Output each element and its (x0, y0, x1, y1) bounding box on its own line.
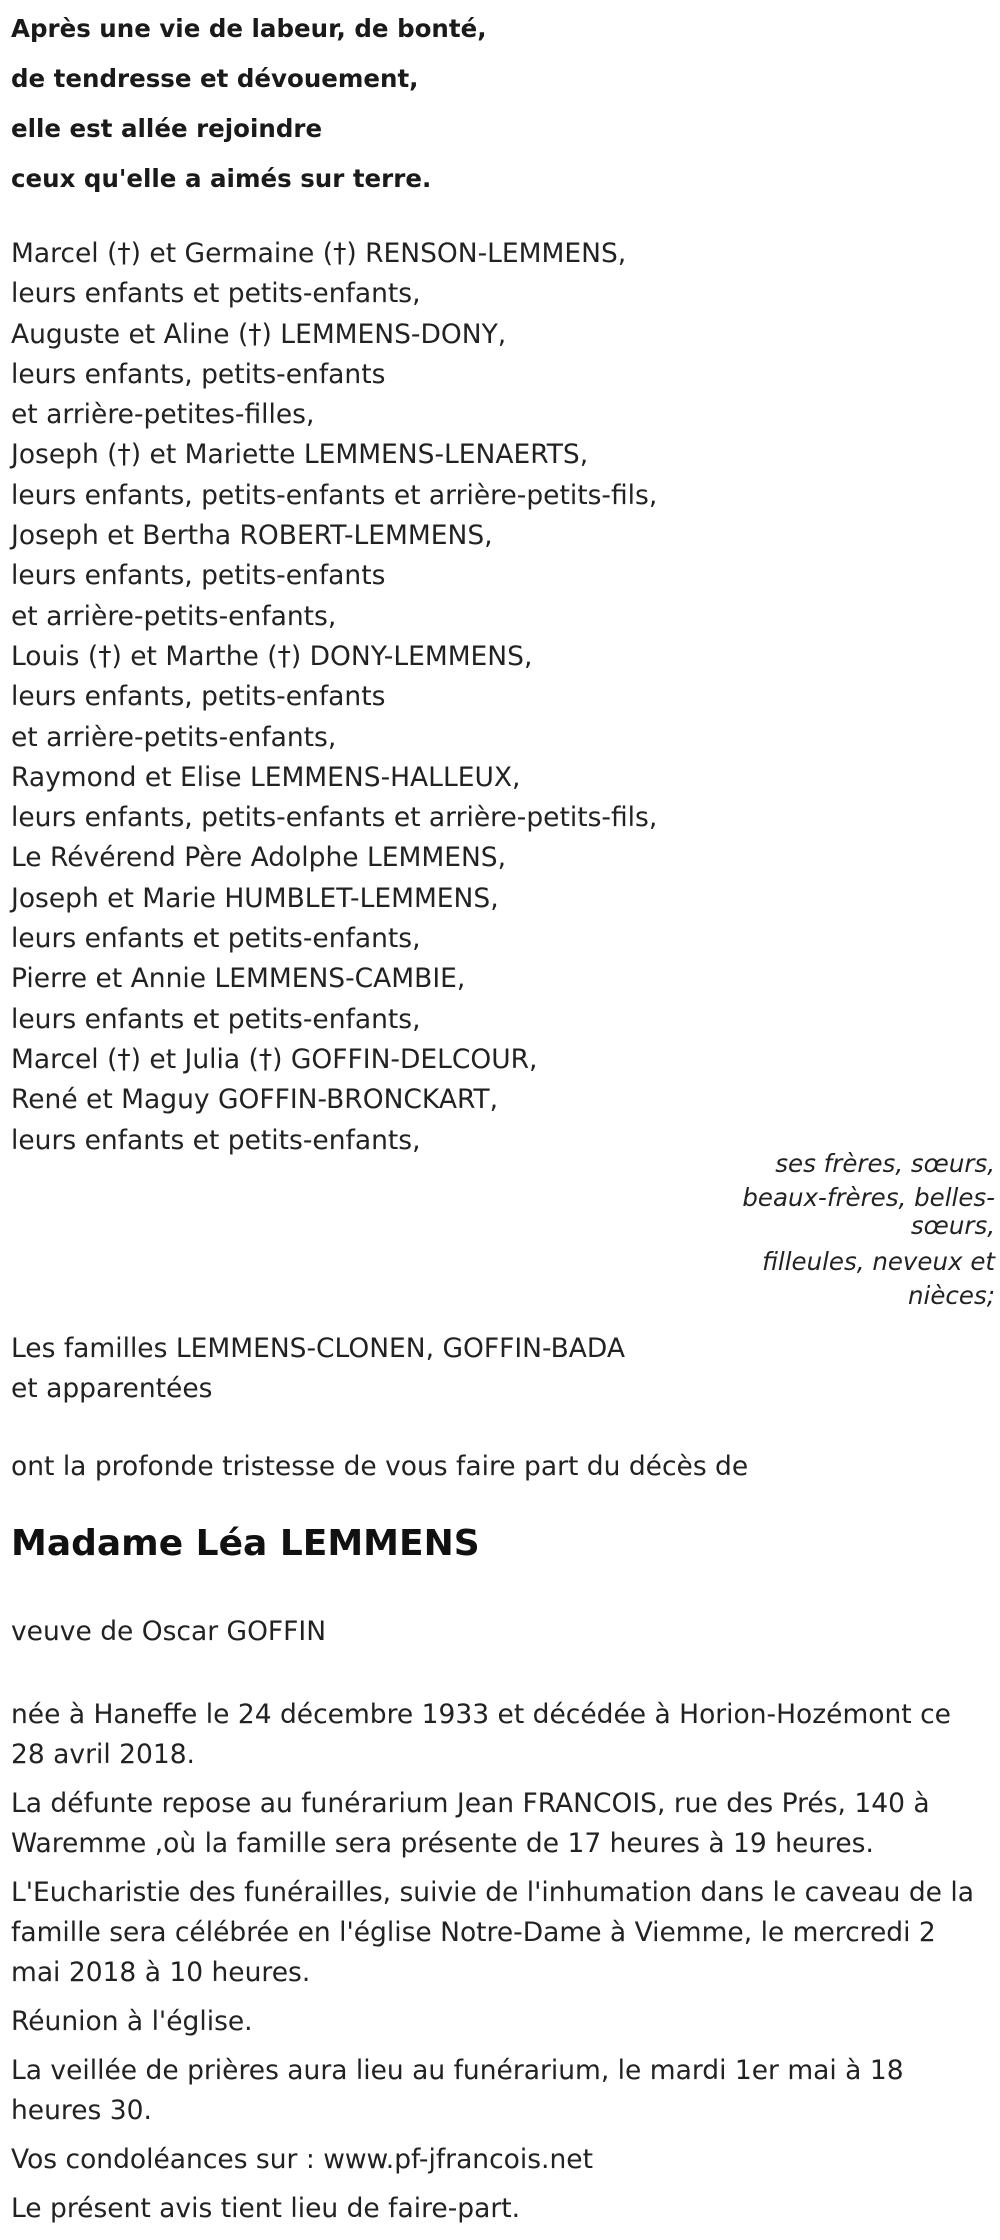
family-line: Joseph (†) et Mariette LEMMENS-LENAERTS, (11, 439, 589, 471)
family-line: Louis (†) et Marthe (†) DONY-LEMMENS, (11, 640, 533, 672)
relations-line: beaux-frères, belles- (742, 1183, 995, 1212)
family-line: leurs enfants, petits-enfants (11, 681, 386, 713)
detail-paragraph: Vos condoléances sur : www.pf-jfrancois.net (11, 2144, 593, 2175)
family-line: et arrière-petits-enfants, (11, 721, 337, 753)
family-line: et arrière-petites-filles, (11, 399, 315, 431)
poem-line: ceux qu'elle a aimés sur terre. (11, 164, 432, 193)
detail-paragraph: Réunion à l'église. (11, 2006, 253, 2037)
relations-line: sœurs, (910, 1211, 995, 1240)
family-line: leurs enfants, petits-enfants et arrière-petits-fils, (11, 802, 658, 834)
family-line: leurs enfants, petits-enfants (11, 358, 386, 390)
family-line: Marcel (†) et Julia (†) GOFFIN-DELCOUR, (11, 1043, 538, 1075)
relations-line: nièces; (908, 1281, 995, 1310)
family-line: leurs enfants et petits-enfants, (11, 923, 421, 955)
deceased-name: Madame Léa LEMMENS (11, 1523, 480, 1564)
families-line: Les familles LEMMENS-CLONEN, GOFFIN-BADA (11, 1333, 625, 1364)
family-line: Pierre et Annie LEMMENS-CAMBIE, (11, 963, 466, 995)
detail-paragraph: Le présent avis tient lieu de faire-part. (11, 2193, 521, 2224)
relations-line: ses frères, sœurs, (775, 1149, 995, 1178)
family-line: René et Maguy GOFFIN-BRONCKART, (11, 1084, 499, 1116)
detail-paragraph: La défunte repose au funérarium Jean FRANCOIS, rue des Prés, 140 à Waremme ,où la famille sera présente de 17 heures à 19 heures. (11, 1788, 930, 1859)
poem-line: elle est allée rejoindre (11, 114, 323, 143)
relations-line: filleules, neveux et (762, 1247, 995, 1276)
family-line: leurs enfants et petits-enfants, (11, 1124, 421, 1156)
detail-paragraph: née à Haneffe le 24 décembre 1933 et décédée à Horion-Hozémont ce 28 avril 2018. (11, 1699, 951, 1770)
related-families (11, 1329, 625, 1409)
families-line: et apparentées (11, 1373, 213, 1404)
poem-line: de tendresse et dévouement, (11, 64, 419, 93)
family-line: Raymond et Elise LEMMENS-HALLEUX, (11, 761, 521, 793)
family-line: Joseph et Marie HUMBLET-LEMMENS, (11, 882, 499, 914)
poem-line: Après une vie de labeur, de bonté, (11, 14, 487, 43)
funeral-details (11, 1695, 986, 2238)
family-line: leurs enfants et petits-enfants, (11, 1003, 421, 1035)
family-line: Marcel (†) et Germaine (†) RENSON-LEMMENS, (11, 238, 627, 269)
family-members-list (11, 234, 657, 1161)
family-line: Le Révérend Père Adolphe LEMMENS, (11, 842, 507, 874)
relations-summary (725, 1144, 995, 1316)
family-line: Auguste et Aline (†) LEMMENS-DONY, (11, 318, 507, 350)
widow-of-text: veuve de Oscar GOFFIN (11, 1616, 327, 1647)
family-line: leurs enfants et petits-enfants, (11, 278, 421, 310)
family-line: leurs enfants, petits-enfants et arrière-petits-fils, (11, 479, 658, 511)
opening-poem (11, 4, 487, 204)
family-line: Joseph et Bertha ROBERT-LEMMENS, (11, 520, 493, 552)
family-line: leurs enfants, petits-enfants (11, 560, 386, 592)
detail-paragraph: La veillée de prières aura lieu au funérarium, le mardi 1er mai à 18 heures 30. (11, 2055, 904, 2126)
detail-paragraph: L'Eucharistie des funérailles, suivie de l'inhumation dans le caveau de la famille sera célébrée en l'église Notre-Dame à Viemme, le mercredi 2 mai 2018 à 10 heures. (11, 1877, 974, 1988)
announcement-text: ont la profonde tristesse de vous faire part du décès de (11, 1451, 749, 1482)
family-line: et arrière-petits-enfants, (11, 600, 337, 632)
